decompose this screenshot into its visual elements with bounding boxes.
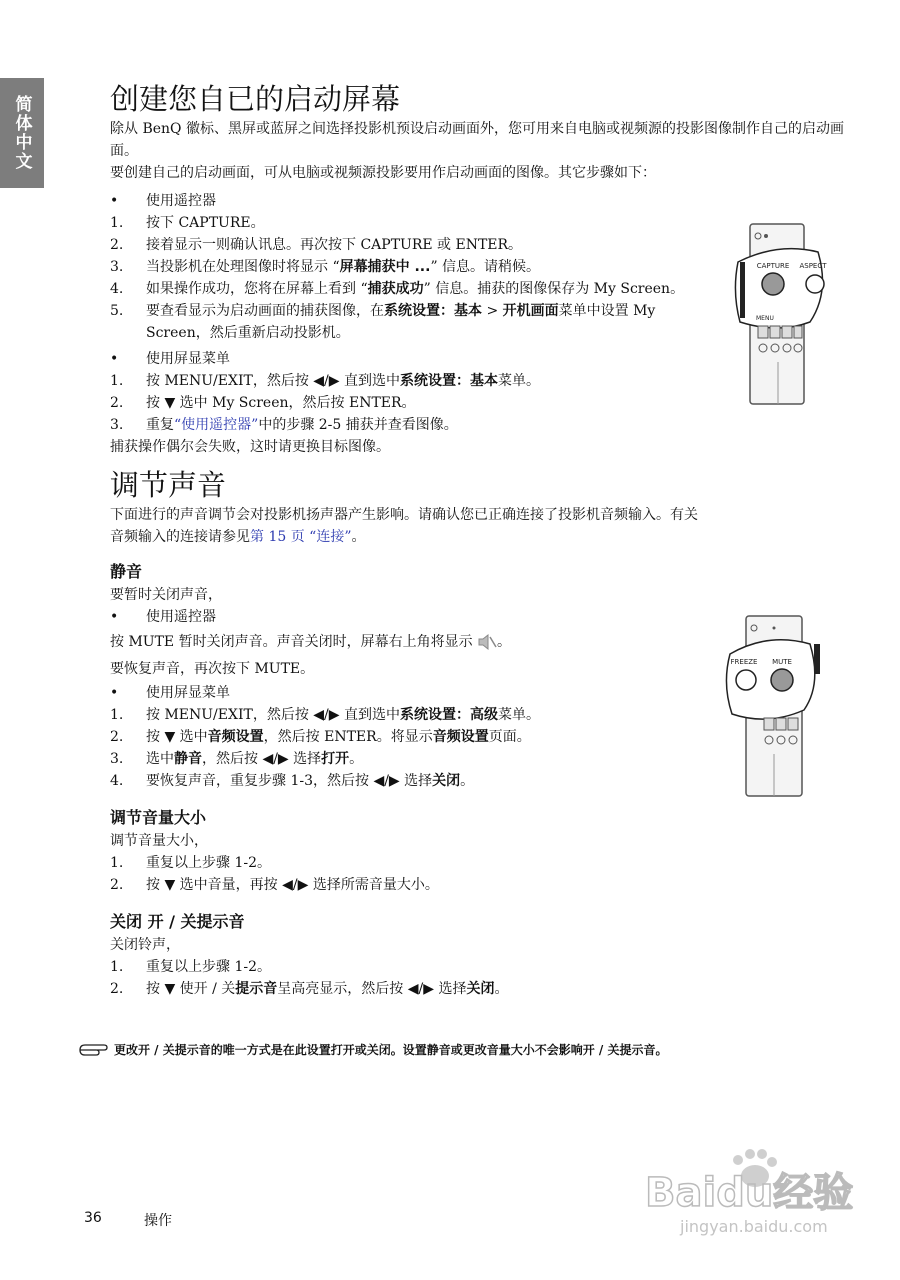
page-footer — [84, 1210, 172, 1229]
list-item: • 使用屏显菜单 — [110, 351, 230, 367]
volume-lead: 调节音量大小， — [110, 833, 208, 849]
beep-heading: 关闭 开 / 关提示音 — [110, 912, 245, 931]
remote-steps-list — [110, 212, 700, 344]
list-item: 2. 按 ▼ 选中音量，再按 ◀/▶ 选择所需音量大小。 — [110, 877, 439, 893]
pointing-hand-icon — [78, 1042, 108, 1058]
beep-lead: 关闭铃声， — [110, 937, 180, 953]
language-side-tab — [0, 78, 44, 188]
page-content — [110, 80, 850, 1000]
list-item: 2. 按 ▼ 选中 My Screen，然后按 ENTER。 — [110, 395, 416, 411]
use-remote-link[interactable]: “使用遥控器” — [174, 417, 259, 433]
mute-restore-line: 要恢复声音，再次按下 MUTE。 — [110, 661, 315, 677]
capture-label: CAPTURE — [756, 262, 790, 270]
capture-failure-note: 捕获操作偶尔会失败，这时请更换目标图像。 — [110, 439, 390, 455]
volume-heading: 调节音量大小 — [110, 808, 207, 827]
list-item: 2. 按 ▼ 使开 / 关提示音呈高亮显示，然后按 ◀/▶ 选择关闭。 — [110, 981, 509, 997]
list-item: 1. 重复以上步骤 1-2。 — [110, 959, 271, 975]
intro-steps-lead: 要创建自己的启动画面，可从电脑或视频源投影要用作启动画面的图像。其它步骤如下： — [110, 165, 656, 181]
freeze-button-graphic — [736, 670, 756, 690]
mute-remote-line: 按 MUTE 暂时关闭声音。声音关闭时，屏幕右上角将显示 。 — [110, 634, 512, 650]
list-item: • 使用屏显菜单 — [110, 685, 230, 701]
list-item: • 使用遥控器 — [110, 193, 216, 209]
connection-page-link[interactable]: 第 15 页 “连接” — [250, 529, 352, 545]
freeze-label: FREEZE — [730, 658, 758, 666]
section-title-startup-screen: 创建您自已的启动屏幕 — [110, 82, 401, 116]
watermark-url: jingyan.baidu.com — [680, 1217, 828, 1236]
mute-speaker-icon — [477, 633, 497, 651]
list-item: 4. 要恢复声音，重复步骤 1-3，然后按 ◀/▶ 选择关闭。 — [110, 773, 475, 789]
baidu-jingyan-watermark — [640, 1140, 855, 1240]
sound-intro: 下面进行的声音调节会对投影机扬声器产生影响。请确认您已正确连接了投影机音频输入。有关音频输入的连接请参见第 15 页 “连接”。 — [110, 507, 698, 545]
section-title-sound: 调节声音 — [110, 468, 227, 502]
list-item: 4. 如果操作成功，您将在屏幕上看到 “捕获成功” 信息。捕获的图像保存为 My Screen。 — [110, 281, 685, 297]
mute-heading: 静音 — [110, 562, 143, 581]
aspect-label: ASPECT — [799, 262, 827, 270]
page-number: 36 — [84, 1210, 102, 1226]
aspect-button-graphic — [806, 275, 824, 293]
capture-button-graphic — [762, 273, 784, 295]
remote-bullet-list — [110, 190, 850, 212]
list-item: 5. 要查看显示为启动画面的捕获图像，在系统设置：基本 > 开机画面菜单中设置 My Screen，然后重新启动投影机。 — [110, 303, 656, 341]
remote-mute-illustration — [718, 614, 838, 799]
volume-steps — [110, 852, 850, 896]
mute-button-graphic — [771, 669, 793, 691]
tip-text: 更改开 / 关提示音的唯一方式是在此设置打开或关闭。设置静音或更改音量大小不会影响开 / 关提示音。 — [114, 1043, 668, 1057]
footer-section: 操作 — [144, 1213, 172, 1229]
menu-label: MENU — [756, 315, 774, 322]
mute-lead: 要暂时关闭声音， — [110, 587, 222, 603]
list-item: 2. 按 ▼ 选中音频设置，然后按 ENTER。将显示音频设置页面。 — [110, 729, 531, 745]
list-item: • 使用遥控器 — [110, 609, 216, 625]
watermark-logo-text: Baidu经验 — [645, 1170, 854, 1216]
tip-note — [78, 1041, 878, 1058]
remote-capture-illustration — [718, 222, 838, 407]
list-item: 3. 当投影机在处理图像时将显示 “屏幕捕获中 ...” 信息。请稍候。 — [110, 259, 541, 275]
list-item: 3. 选中静音，然后按 ◀/▶ 选择打开。 — [110, 751, 364, 767]
list-item: 1. 按下 CAPTURE。 — [110, 215, 265, 231]
mute-label: MUTE — [772, 658, 792, 666]
beep-steps — [110, 956, 850, 1000]
list-item: 1. 重复以上步骤 1-2。 — [110, 855, 271, 871]
intro-paragraph: 除从 BenQ 徽标、黑屏或蓝屏之间选择投影机预设启动画面外，您可用来自电脑或视频源的投影图像制作自己的启动画面。 — [110, 121, 844, 159]
list-item: 1. 按 MENU/EXIT，然后按 ◀/▶ 直到选中系统设置：基本菜单。 — [110, 373, 540, 389]
list-item: 3. 重复“使用遥控器”中的步骤 2-5 捕获并查看图像。 — [110, 417, 458, 433]
language-tab-label: 简体中文 — [11, 95, 32, 171]
list-item: 2. 接着显示一则确认讯息。再次按下 CAPTURE 或 ENTER。 — [110, 237, 523, 253]
list-item: 1. 按 MENU/EXIT，然后按 ◀/▶ 直到选中系统设置：高级菜单。 — [110, 707, 540, 723]
